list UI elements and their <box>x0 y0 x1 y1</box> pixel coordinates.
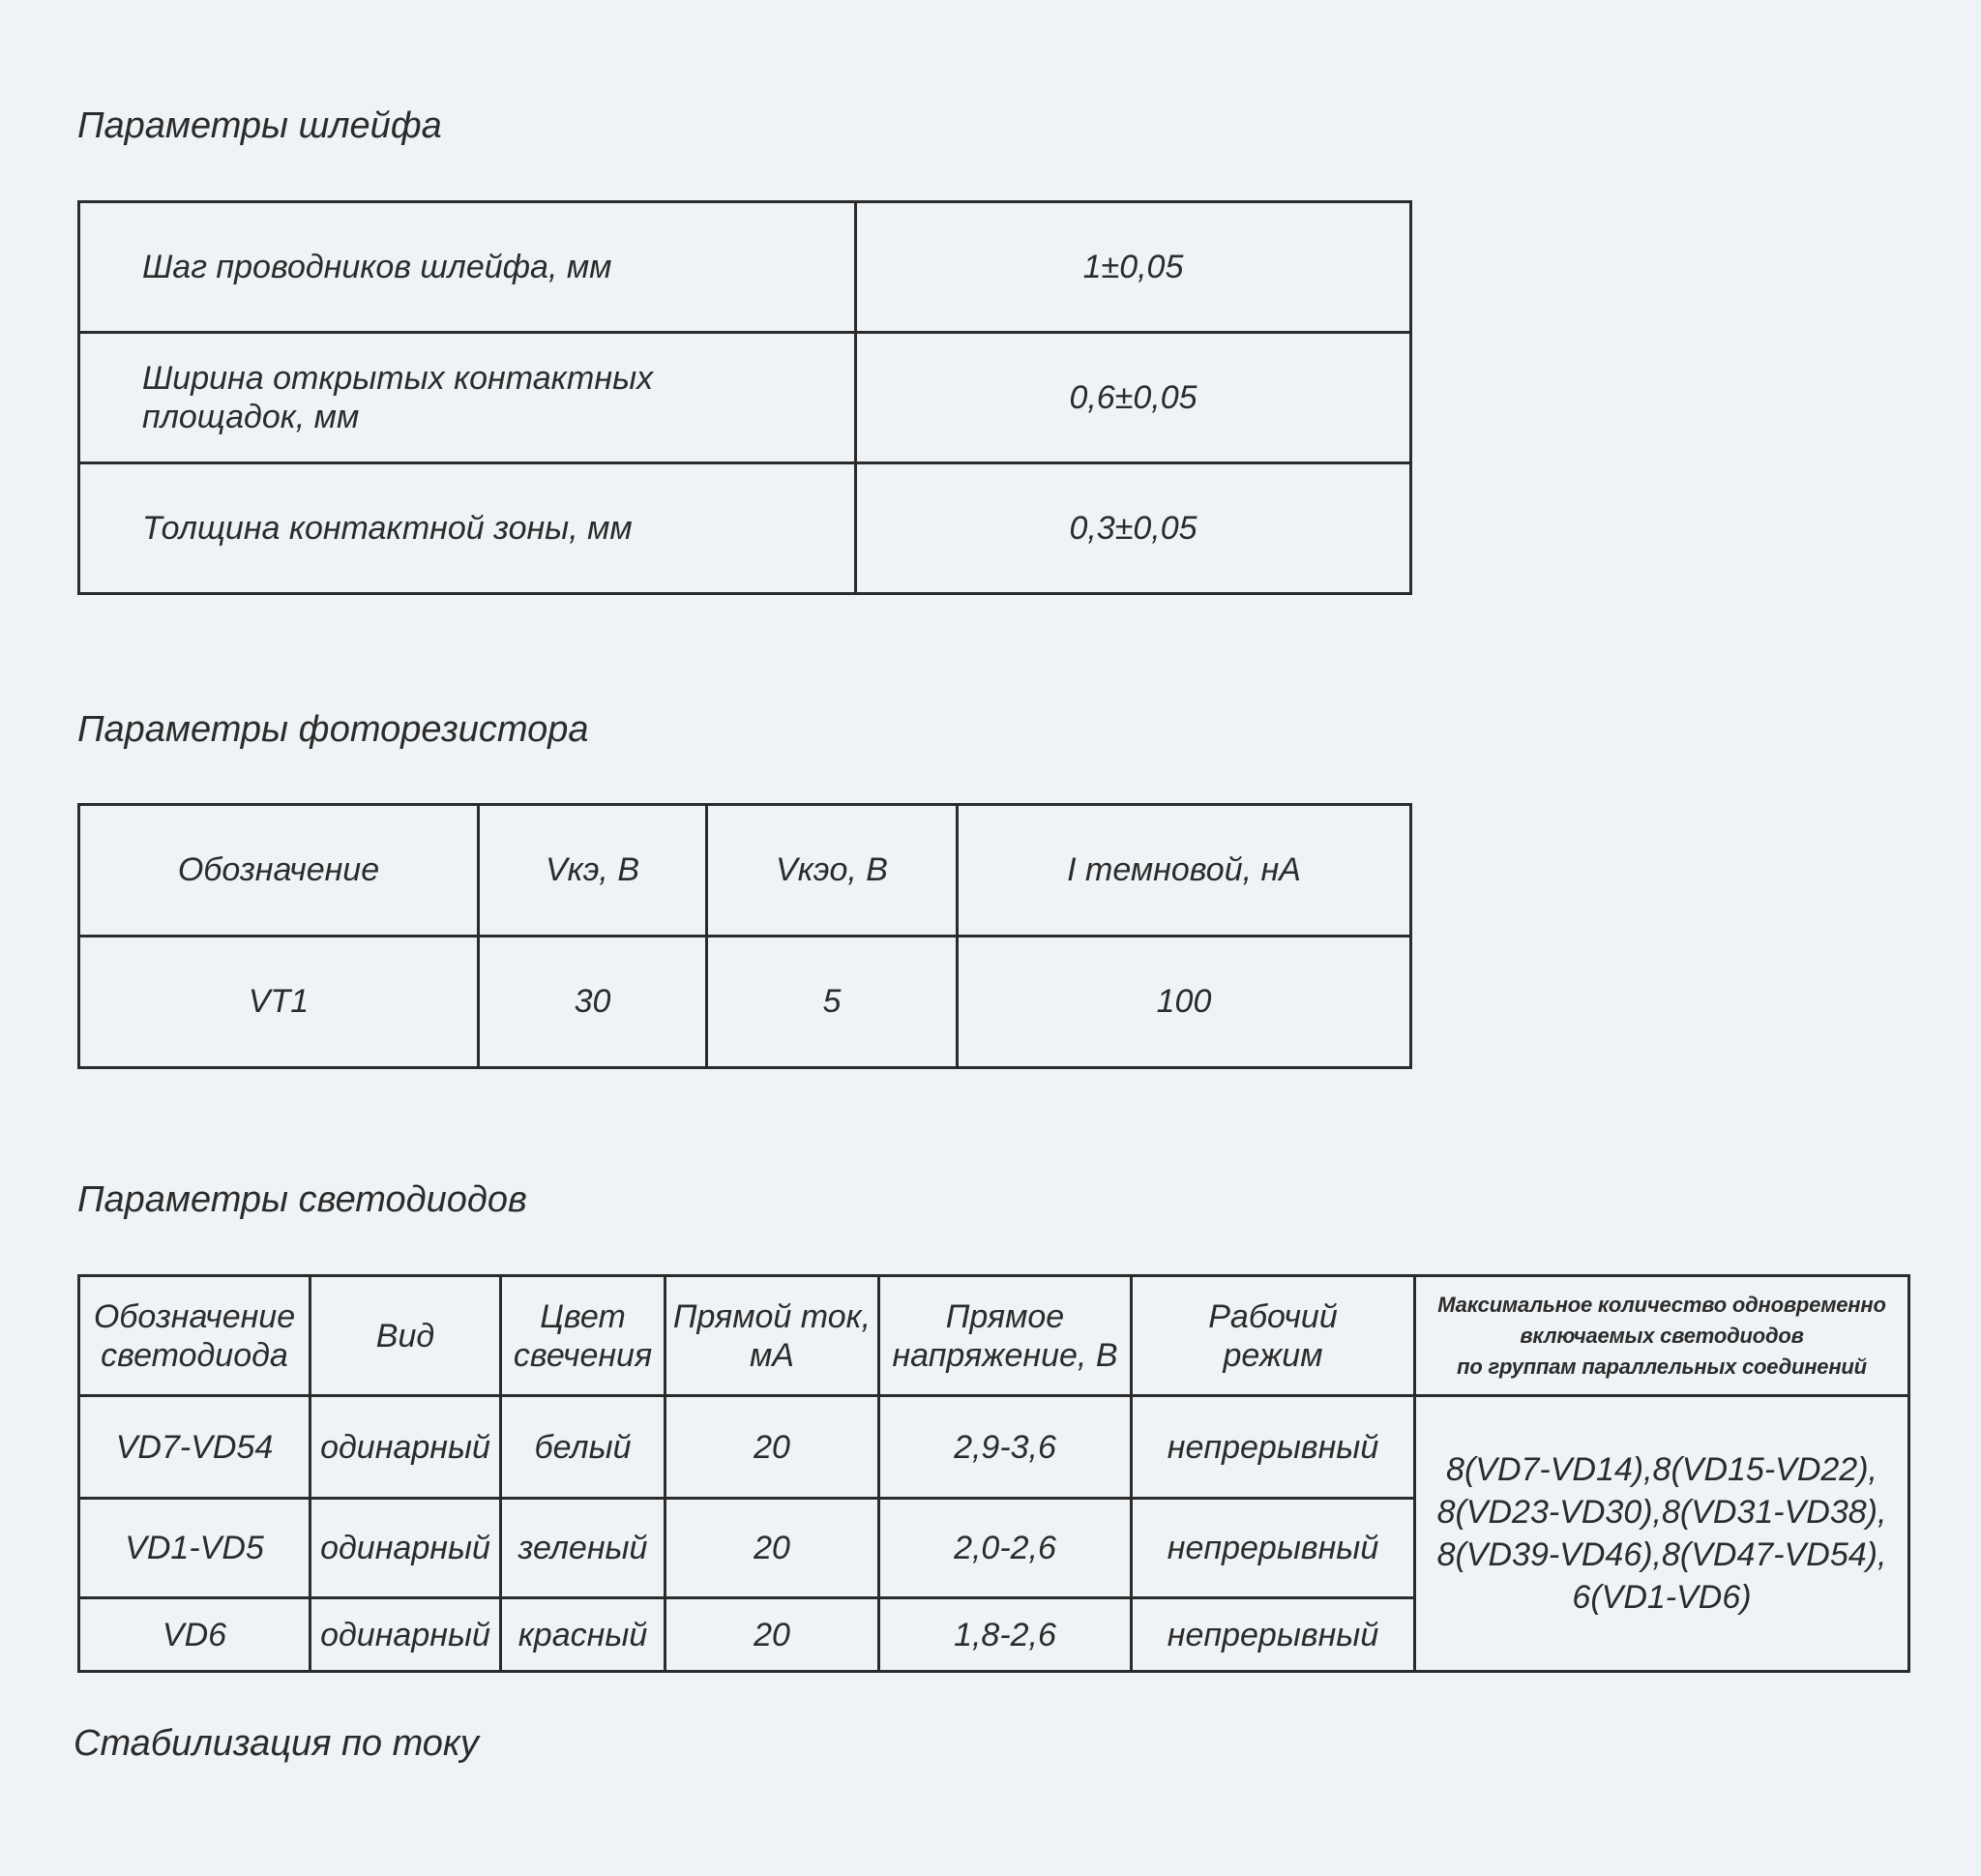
group-line: 6(VD1-VD6) <box>1572 1579 1752 1616</box>
column-header <box>310 1276 501 1396</box>
column-header: Vкэо, В <box>707 805 958 937</box>
column-header <box>879 1276 1132 1396</box>
table-cell: VT1 <box>79 937 479 1068</box>
header-line: Цвет <box>540 1297 626 1335</box>
header-line: Прямой ток, <box>672 1297 872 1335</box>
header-line: Прямое <box>945 1297 1065 1335</box>
param-value: 0,6±0,05 <box>856 333 1411 463</box>
header-line: напряжение, В <box>892 1336 1118 1374</box>
leds-params-table <box>77 1274 1910 1673</box>
param-label <box>79 333 856 463</box>
table-row <box>79 937 1411 1068</box>
header-line: Рабочий <box>1208 1297 1338 1335</box>
column-header: I темновой, нА <box>958 805 1411 937</box>
table-row <box>79 333 1411 463</box>
table-cell: одинарный <box>310 1598 501 1672</box>
table-cell: 20 <box>665 1396 879 1499</box>
group-line: 8(VD7-VD14),8(VD15-VD22), <box>1446 1451 1878 1488</box>
header-line: мА <box>750 1336 794 1374</box>
table-row <box>79 1396 1909 1499</box>
groups-cell <box>1415 1396 1909 1672</box>
column-header: Обозначение <box>79 805 479 937</box>
table-cell: 5 <box>707 937 958 1068</box>
header-line: Обозначение <box>93 1297 296 1335</box>
header-line: Вид <box>375 1317 435 1355</box>
ribbon-params-table <box>77 200 1412 595</box>
table-row <box>79 202 1411 333</box>
table-cell: VD7-VD54 <box>79 1396 310 1499</box>
table-row <box>79 463 1411 594</box>
column-header <box>665 1276 879 1396</box>
table-cell: одинарный <box>310 1396 501 1499</box>
header-line: по группам параллельных соединений <box>1457 1354 1867 1379</box>
group-line: 8(VD23-VD30),8(VD31-VD38), <box>1436 1494 1887 1531</box>
footer-note: Стабилизация по току <box>74 1723 479 1764</box>
table-cell: белый <box>501 1396 665 1499</box>
table-header-row <box>79 1276 1909 1396</box>
column-header <box>79 1276 310 1396</box>
leds-section-title: Параметры светодиодов <box>77 1179 527 1220</box>
table-cell: 20 <box>665 1598 879 1672</box>
column-header <box>1415 1276 1909 1396</box>
param-value: 1±0,05 <box>856 202 1411 333</box>
header-line: включаемых светодиодов <box>1520 1323 1804 1348</box>
table-header-row <box>79 805 1411 937</box>
param-label: Шаг проводников шлейфа, мм <box>79 202 856 333</box>
header-line: свечения <box>513 1336 653 1374</box>
table-cell: непрерывный <box>1132 1598 1415 1672</box>
param-label: Толщина контактной зоны, мм <box>79 463 856 594</box>
table-cell: одинарный <box>310 1499 501 1598</box>
ribbon-section-title: Параметры шлейфа <box>77 105 442 146</box>
table-cell: непрерывный <box>1132 1499 1415 1598</box>
header-line: режим <box>1223 1336 1323 1374</box>
table-cell: зеленый <box>501 1499 665 1598</box>
header-line: светодиода <box>101 1336 288 1374</box>
table-cell: красный <box>501 1598 665 1672</box>
column-header <box>501 1276 665 1396</box>
table-cell: 1,8-2,6 <box>879 1598 1132 1672</box>
table-cell: непрерывный <box>1132 1396 1415 1499</box>
group-line: 8(VD39-VD46),8(VD47-VD54), <box>1436 1536 1887 1573</box>
table-cell: 30 <box>479 937 707 1068</box>
table-cell: 2,9-3,6 <box>879 1396 1132 1499</box>
param-value: 0,3±0,05 <box>856 463 1411 594</box>
table-cell: VD6 <box>79 1598 310 1672</box>
photoresistor-section-title: Параметры фоторезистора <box>77 709 589 750</box>
column-header: Vкэ, В <box>479 805 707 937</box>
photoresistor-params-table <box>77 803 1412 1069</box>
param-label-line: Ширина открытых контактных <box>142 360 654 397</box>
param-label-line: площадок, мм <box>142 399 360 435</box>
table-cell: 100 <box>958 937 1411 1068</box>
table-cell: VD1-VD5 <box>79 1499 310 1598</box>
column-header <box>1132 1276 1415 1396</box>
table-cell: 2,0-2,6 <box>879 1499 1132 1598</box>
table-cell: 20 <box>665 1499 879 1598</box>
header-line: Максимальное количество одновременно <box>1437 1292 1886 1317</box>
